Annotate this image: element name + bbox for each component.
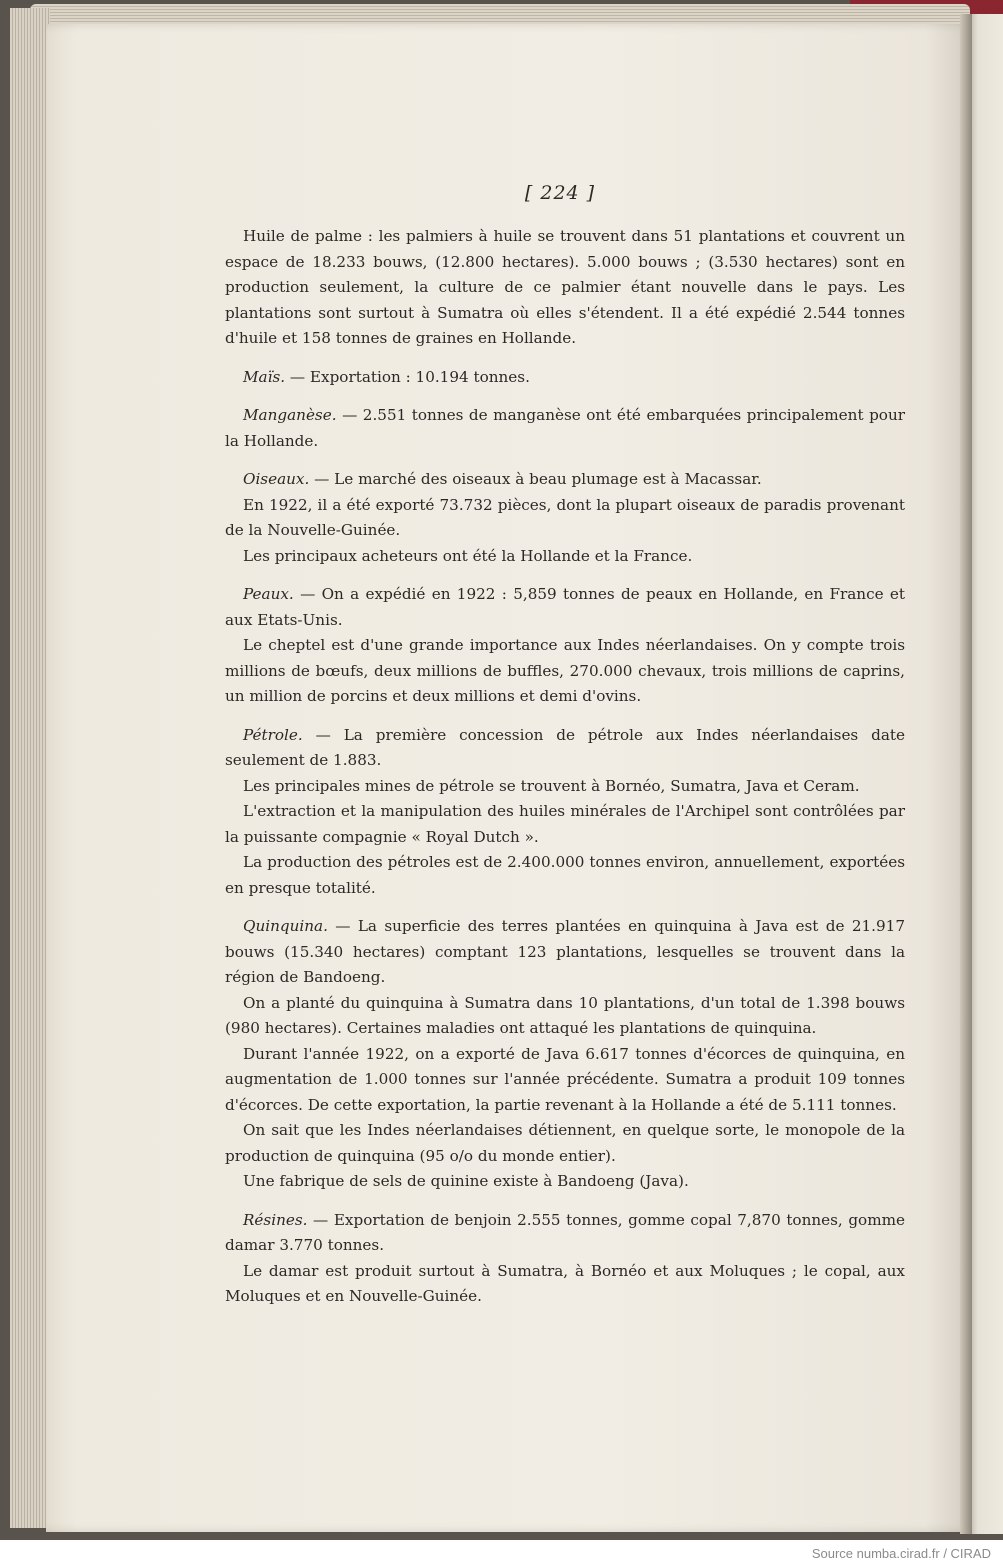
paragraph-text: — Exportation de benjoin 2.555 tonnes, gomme copal 7,870 tonnes, gomme damar 3.770 tonnes. (225, 1210, 905, 1254)
page-text (225, 224, 905, 1310)
paragraph (225, 774, 905, 800)
paragraph-text: — Le marché des oiseaux à beau plumage est à Macassar. (309, 470, 762, 488)
paragraph-text: — 2.551 tonnes de manganèse ont été embarquées principalement pour la Hollande. (225, 406, 905, 450)
paragraph-text: La production des pétroles est de 2.400.000 tonnes environ, annuellement, exportées en presque totalité. (225, 853, 905, 897)
paragraph (225, 403, 905, 454)
section-term: Résines. (243, 1210, 308, 1229)
paragraph (225, 544, 905, 570)
paragraph (225, 1259, 905, 1310)
paragraph (225, 1042, 905, 1119)
page-number: [ 224 ] (524, 182, 596, 204)
paragraph (225, 1118, 905, 1169)
paragraph (225, 224, 905, 352)
paragraph-text: — La superficie des terres plantées en quinquina à Java est de 21.917 bouws (15.340 hectares) comptant 123 plantations, lesquelles se trouvent dans la région de Bandoeng. (225, 917, 905, 986)
paragraph-text: On sait que les Indes néerlandaises détiennent, en quelque sorte, le monopole de la production de quinquina (95 o/o du monde entier). (225, 1121, 905, 1165)
paragraph (225, 365, 905, 391)
book-gutter (960, 14, 972, 1534)
facing-page-edge (968, 14, 1003, 1534)
paragraph (225, 991, 905, 1042)
page-edges-left (10, 8, 50, 1528)
paragraph-text: — La première concession de pétrole aux Indes néerlandaises date seulement de 1.883. (225, 725, 905, 769)
section-term: Peaux. (243, 585, 294, 603)
paragraph (225, 1169, 905, 1195)
paragraph-text: — Exportation : 10.194 tonnes. (285, 367, 530, 386)
section-term: Manganèse. (243, 406, 337, 424)
section-term: Pétrole. (243, 725, 303, 744)
paragraph-text: Une fabrique de sels de quinine existe à Bandoeng (Java). (243, 1172, 689, 1190)
paragraph-text: Le cheptel est d'une grande importance aux Indes néerlandaises. On y compte trois millions de bœufs, deux millions de buffles, 270.000 chevaux, trois millions de caprins, un million de porcins et deux millions et demi d'ovins. (225, 636, 905, 705)
paragraph-text: Le damar est produit surtout à Sumatra, à Bornéo et aux Moluques ; le copal, aux Moluques et en Nouvelle-Guinée. (225, 1261, 905, 1305)
paragraph-text: On a planté du quinquina à Sumatra dans 10 plantations, d'un total de 1.398 bouws (980 hectares). Certaines maladies ont attaqué les plantations de quinquina. (225, 993, 905, 1037)
paragraph (225, 799, 905, 850)
paragraph-text: L'extraction et la manipulation des huiles minérales de l'Archipel sont contrôlées par la puissante compagnie « Royal Dutch ». (225, 802, 905, 846)
paragraph (225, 850, 905, 901)
paragraph (225, 493, 905, 544)
paragraph (225, 467, 905, 493)
paragraph (225, 633, 905, 710)
paragraph (225, 723, 905, 774)
section-term: Oiseaux. (243, 470, 310, 488)
paragraph (225, 582, 905, 633)
section-term: Maïs. (243, 367, 286, 386)
paragraph (225, 1208, 905, 1259)
paragraph (225, 914, 905, 991)
paragraph-text: Les principaux acheteurs ont été la Hollande et la France. (243, 546, 693, 565)
source-credit: Source numba.cirad.fr / CIRAD (811, 1546, 991, 1561)
section-term: Quinquina. (243, 917, 328, 935)
paragraph-text: Durant l'année 1922, on a exporté de Java 6.617 tonnes d'écorces de quinquina, en augmentation de 1.000 tonnes sur l'année précédente. Sumatra a produit 109 tonnes d'écorces. De cette exportation, la partie revenant à la Hollande a été de 5.111 tonnes. (225, 1044, 905, 1114)
paragraph-text: — On a expédié en 1922 : 5,859 tonnes de peaux en Hollande, en France et aux Etats-Unis. (225, 585, 905, 629)
paragraph-text: En 1922, il a été exporté 73.732 pièces, dont la plupart oiseaux de paradis provenant de la Nouvelle-Guinée. (225, 495, 905, 539)
paragraph-text: Huile de palme : les palmiers à huile se trouvent dans 51 plantations et couvrent un espace de 18.233 bouws, (12.800 hectares). 5.000 bouws ; (3.530 hectares) sont en production seulement, la culture de ce palmier étant nouvelle dans le pays. Les plantations sont surtout à Sumatra où elles s'étendent. Il a été expédié 2.544 tonnes d'huile et 158 tonnes de graines en Hollande. (225, 227, 905, 347)
paragraph-text: Les principales mines de pétrole se trouvent à Bornéo, Sumatra, Java et Ceram. (243, 776, 860, 795)
